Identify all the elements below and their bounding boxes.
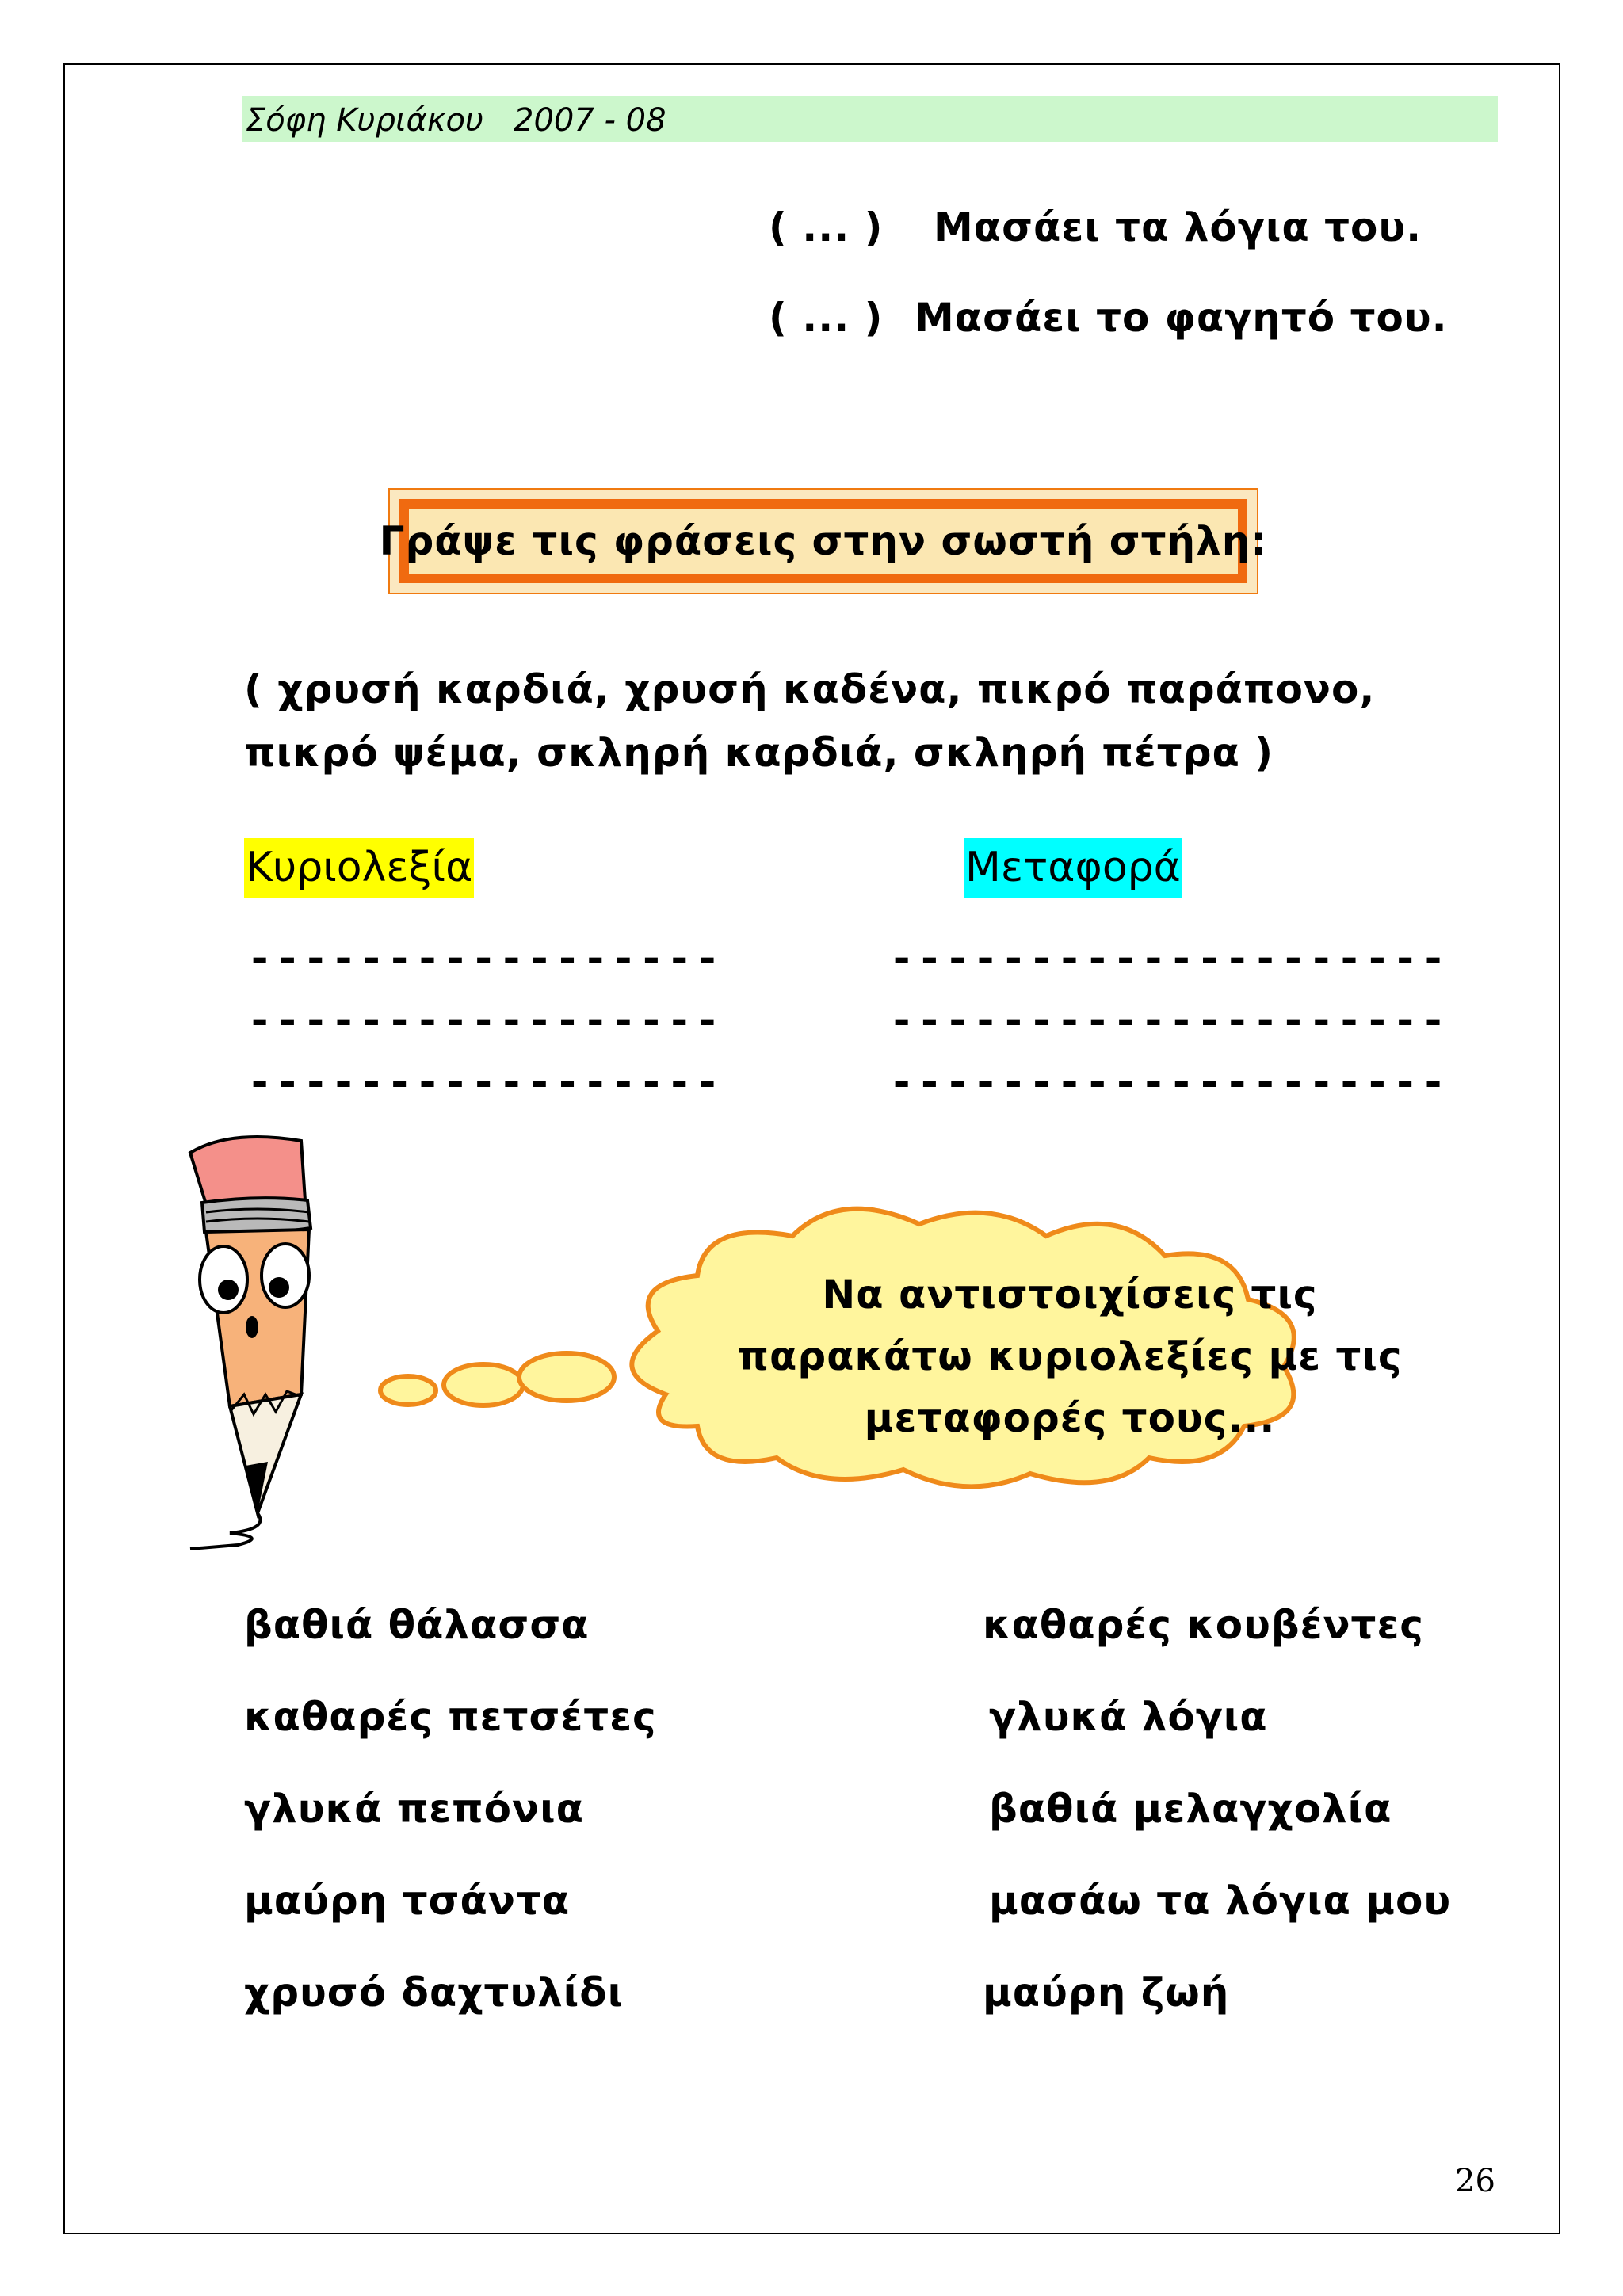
choice-blank-1: ( ... )	[769, 204, 884, 250]
literal-blank-1: -----------------	[247, 935, 724, 982]
choice-text-1: Μασάει τα λόγια του.	[934, 204, 1423, 250]
match-left-5: χρυσό δαχτυλίδι	[244, 1970, 624, 2016]
choice-blank-2: ( ... )	[769, 295, 884, 341]
match-left-4: μαύρη τσάντα	[244, 1878, 571, 1924]
instruction-text: Γράψε τις φράσεις στην σωστή στήλη:	[399, 499, 1247, 583]
pencil-character-icon	[182, 1133, 341, 1553]
cloud-line-1: Να αντιστοιχίσεις τις	[822, 1272, 1318, 1318]
instruction-box	[379, 488, 1268, 594]
literal-blank-2: -----------------	[247, 997, 724, 1044]
choice-text-2: Μασάει το φαγητό του.	[915, 295, 1448, 341]
match-left-3: γλυκά πεπόνια	[244, 1786, 584, 1832]
cloud-text	[682, 1264, 1458, 1449]
header-year: 2007 - 08	[514, 102, 666, 139]
literal-blank-3: -----------------	[247, 1058, 724, 1106]
match-left-1: βαθιά θάλασσα	[244, 1602, 590, 1648]
match-left-2: καθαρές πετσέτες	[244, 1694, 657, 1740]
match-right-2: γλυκά λόγια	[989, 1694, 1268, 1740]
match-right-4: μασάω τα λόγια μου	[989, 1878, 1452, 1924]
header-author: Σόφη Κυριάκου	[246, 102, 484, 139]
phrase-list: ( χρυσή καρδιά, χρυσή καδένα, πικρό παράπονο, πικρό ψέμα, σκληρή καρδιά, σκληρή πέτρα )	[244, 666, 1376, 776]
metaphor-blank-1: --------------------	[889, 935, 1449, 982]
column-label-literal: Κυριολεξία	[244, 838, 474, 898]
cloud-line-3: μεταφορές τους...	[864, 1395, 1276, 1441]
match-right-5: μαύρη ζωή	[983, 1970, 1230, 2016]
match-right-1: καθαρές κουβέντες	[983, 1602, 1424, 1648]
column-label-metaphor: Μεταφορά	[964, 838, 1182, 898]
metaphor-blank-2: --------------------	[889, 997, 1449, 1044]
cloud-line-2: παρακάτω κυριολεξίες με τις	[737, 1333, 1403, 1379]
metaphor-blank-3: --------------------	[889, 1058, 1449, 1106]
match-right-3: βαθιά μελαγχολία	[989, 1786, 1392, 1832]
header-band	[242, 96, 1498, 142]
page-number: 26	[1455, 2163, 1495, 2199]
